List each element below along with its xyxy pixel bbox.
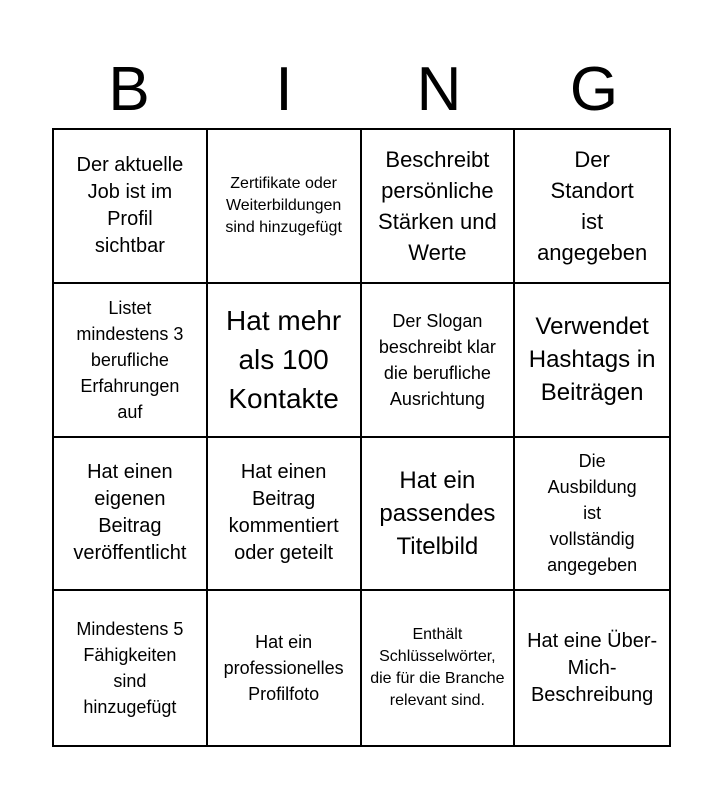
bingo-cell: Beschreibt persönliche Stärken und Werte (362, 130, 516, 284)
bingo-cell: Listet mindestens 3 berufliche Erfahrungen auf (54, 284, 208, 438)
bingo-cell: Hat einen Beitrag kommentiert oder geteilt (208, 438, 362, 592)
bingo-cell: Die Ausbildung ist vollständig angegeben (515, 438, 669, 592)
bingo-cell: Hat ein passendes Titelbild (362, 438, 516, 592)
header-letter-g: G (569, 55, 619, 124)
bingo-cell: Hat mehr als 100 Kontakte (208, 284, 362, 438)
header-letter-b: B (108, 55, 150, 124)
bingo-grid (52, 128, 671, 747)
bingo-cell: Der Slogan beschreibt klar die berufliche Ausrichtung (362, 284, 516, 438)
bingo-cell: Hat einen eigenen Beitrag veröffentlicht (54, 438, 208, 592)
bingo-cell: Mindestens 5 Fähigkeiten sind hinzugefügt (54, 591, 208, 745)
bingo-cell: Zertifikate oder Weiterbildungen sind hinzugefügt (208, 130, 362, 284)
bingo-cell: Verwendet Hashtags in Beiträgen (515, 284, 669, 438)
header-letter-n: N (416, 55, 462, 124)
bingo-cell: Hat eine Über-Mich-Beschreibung (527, 629, 658, 706)
bingo-header (52, 52, 671, 128)
bingo-cell: Der aktuelle Job ist im Profil sichtbar (54, 130, 208, 284)
bingo-cell: Enthält Schlüsselwörter, die für die Branche relevant sind. (362, 591, 516, 745)
bingo-cell: Hat ein professionelles Profilfoto (208, 591, 362, 745)
header-letter-i: I (275, 55, 293, 124)
bingo-cell: Der Standort ist angegeben (515, 130, 669, 284)
